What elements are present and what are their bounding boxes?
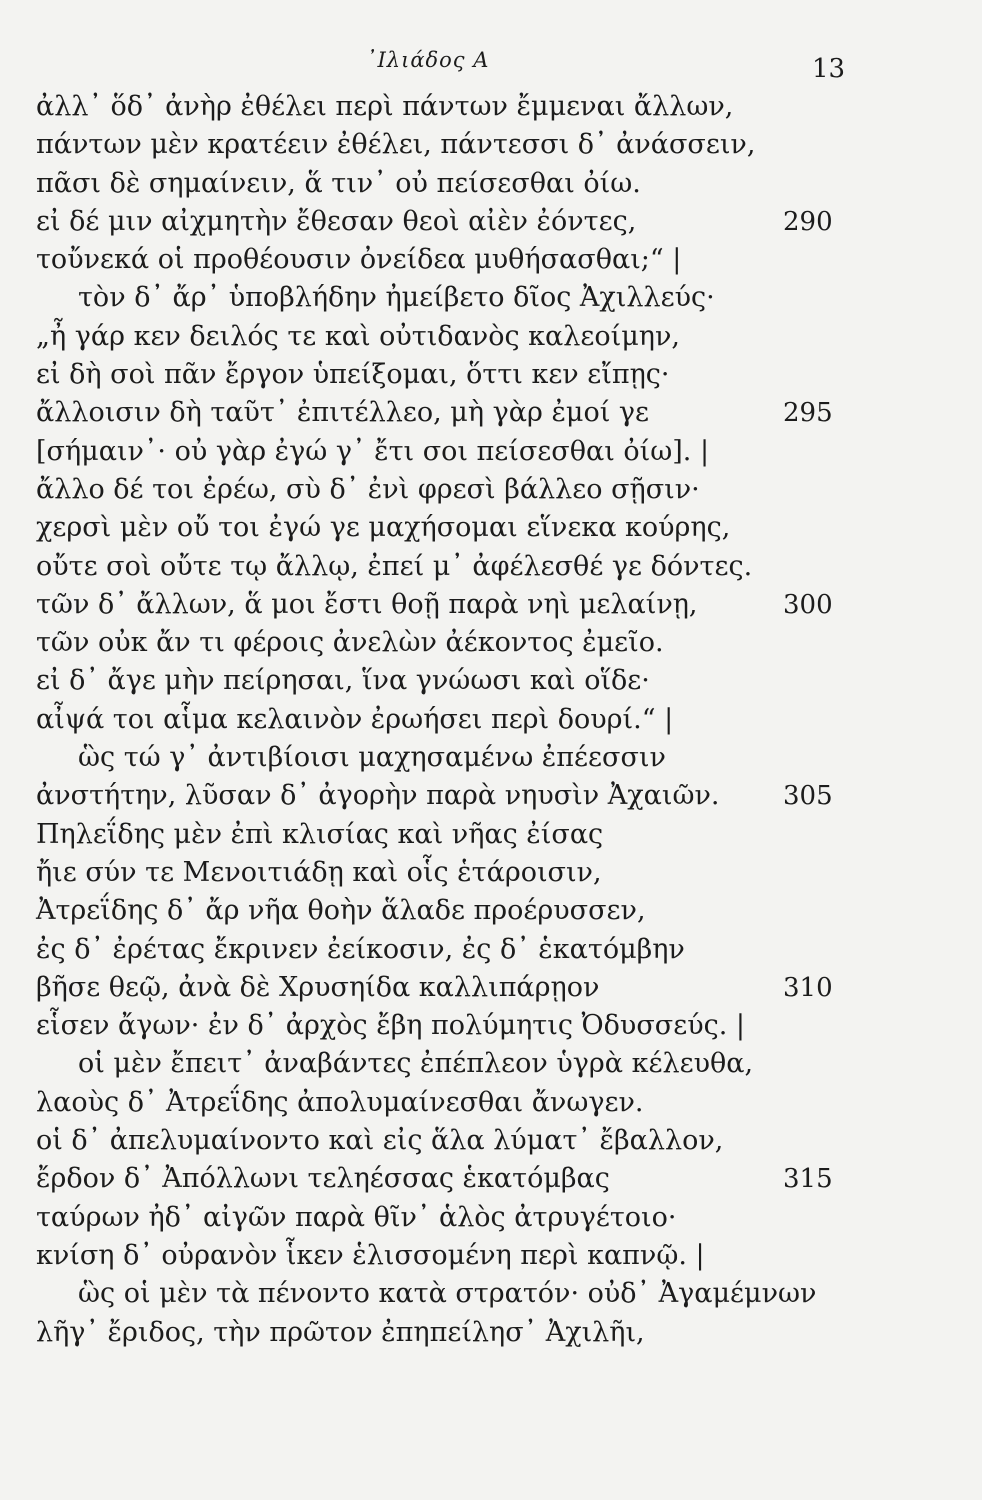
- verse-text: εἰ δὴ σοὶ πᾶν ἔργον ὑπείξομαι, ὅττι κεν εἴπῃς·: [36, 359, 670, 391]
- page-header: [0, 48, 982, 88]
- verse-text: ὣς τώ γ᾽ ἀντιβίοισι μαχησαμένω ἐπέεσσιν: [78, 742, 666, 774]
- verse-line: [0, 1237, 982, 1275]
- running-title: ᾿Ιλιάδος Α: [366, 48, 490, 72]
- verse-line: [0, 394, 982, 432]
- verse-text: ἀνστήτην, λῦσαν δ᾽ ἀγορὴν παρὰ νηυσὶν Ἀχαιῶν.: [36, 780, 720, 812]
- verse-text: τοὔνεκά οἱ προθέουσιν ὀνείδεα μυθήσασθαι;“ |: [36, 244, 682, 276]
- line-number: 315: [783, 1164, 833, 1195]
- verse-line: [0, 548, 982, 586]
- verse-line: [0, 279, 982, 317]
- verse-text: εἰ δ᾽ ἄγε μὴν πείρησαι, ἵνα γνώωσι καὶ οἵδε·: [36, 665, 650, 697]
- verse-line: [0, 662, 982, 700]
- verse-line: [0, 165, 982, 203]
- verse-line: [0, 318, 982, 356]
- verse-line: [0, 241, 982, 279]
- verse-line: [0, 586, 982, 624]
- verse-block: [0, 88, 982, 1352]
- verse-line: [0, 203, 982, 241]
- verse-line: [0, 1007, 982, 1045]
- verse-text: ἄλλο δέ τοι ἐρέω, σὺ δ᾽ ἐνὶ φρεσὶ βάλλεο σῇσιν·: [36, 473, 700, 505]
- verse-text: κνίση δ᾽ οὐρανὸν ἷκεν ἑλισσομένη περὶ καπνῷ. |: [36, 1239, 705, 1271]
- verse-line: [0, 701, 982, 739]
- verse-text: ἐς δ᾽ ἐρέτας ἔκρινεν ἐείκοσιν, ἐς δ᾽ ἑκατόμβην: [36, 933, 685, 965]
- verse-text: οὔτε σοὶ οὔτε τῳ ἄλλῳ, ἐπεί μ᾽ ἀφέλεσθέ γε δόντες.: [36, 550, 753, 582]
- verse-line: [0, 1084, 982, 1122]
- page-number: 13: [812, 54, 846, 84]
- verse-text: „ἦ γάρ κεν δειλός τε καὶ οὐτιδανὸς καλεοίμην,: [36, 320, 680, 352]
- verse-line: [0, 1314, 982, 1352]
- verse-text: εἷσεν ἄγων· ἐν δ᾽ ἀρχὸς ἔβη πολύμητις Ὀδυσσεύς. |: [36, 1010, 745, 1042]
- line-number: 295: [783, 398, 833, 429]
- verse-text: τὸν δ᾽ ἄρ᾽ ὑποβλήδην ἠμείβετο δῖος Ἀχιλλεύς·: [78, 282, 715, 314]
- line-number: 300: [783, 589, 833, 620]
- verse-line: [0, 969, 982, 1007]
- verse-text: τῶν δ᾽ ἄλλων, ἅ μοι ἔστι θοῇ παρὰ νηὶ μελαίνῃ,: [36, 588, 698, 620]
- verse-text: πάντων μὲν κρατέειν ἐθέλει, πάντεσσι δ᾽ ἀνάσσειν,: [36, 129, 756, 161]
- verse-line: [0, 892, 982, 930]
- verse-text: ἀλλ᾽ ὅδ᾽ ἀνὴρ ἐθέλει περὶ πάντων ἔμμεναι ἄλλων,: [36, 91, 734, 122]
- verse-line: [0, 816, 982, 854]
- verse-line: [0, 854, 982, 892]
- verse-line: [0, 931, 982, 969]
- verse-text: ταύρων ἠδ᾽ αἰγῶν παρὰ θῖν᾽ ἁλὸς ἀτρυγέτοιο·: [36, 1201, 677, 1233]
- line-number: 305: [783, 781, 833, 812]
- verse-text: οἱ μὲν ἔπειτ᾽ ἀναβάντες ἐπέπλεον ὑγρὰ κέλευθα,: [78, 1048, 754, 1080]
- verse-line: [0, 1275, 982, 1313]
- verse-text: βῆσε θεῷ, ἀνὰ δὲ Χρυσηίδα καλλιπάρῃον: [36, 971, 600, 1003]
- verse-line: [0, 777, 982, 815]
- verse-text: ὣς οἱ μὲν τὰ πένοντο κατὰ στρατόν· οὐδ᾽ Ἀγαμέμνων: [78, 1278, 817, 1310]
- verse-text: ἔρδον δ᾽ Ἀπόλλωνι τεληέσσας ἑκατόμβας: [36, 1163, 610, 1195]
- verse-text: αἶψά τοι αἷμα κελαινὸν ἐρωήσει περὶ δουρί.“ |: [36, 703, 674, 735]
- verse-text: χερσὶ μὲν οὔ τοι ἐγώ γε μαχήσομαι εἵνεκα κούρης,: [36, 512, 731, 544]
- verse-text: εἰ δέ μιν αἰχμητὴν ἔθεσαν θεοὶ αἰὲν ἐόντες,: [36, 205, 637, 237]
- line-number: 290: [783, 206, 833, 237]
- verse-line: [0, 126, 982, 164]
- verse-text: Πηλεΐδης μὲν ἐπὶ κλισίας καὶ νῆας ἐίσας: [36, 818, 604, 850]
- verse-line: [0, 88, 982, 126]
- verse-line: [0, 739, 982, 777]
- verse-text: Ἀτρεΐδης δ᾽ ἄρ νῆα θοὴν ἅλαδε προέρυσσεν,: [36, 895, 646, 927]
- verse-text: οἱ δ᾽ ἀπελυμαίνοντο καὶ εἰς ἅλα λύματ᾽ ἔβαλλον,: [36, 1125, 724, 1157]
- verse-line: [0, 1122, 982, 1160]
- verse-line: [0, 624, 982, 662]
- verse-line: [0, 1199, 982, 1237]
- line-number: 310: [783, 972, 833, 1003]
- verse-line: [0, 471, 982, 509]
- verse-line: [0, 1045, 982, 1083]
- verse-line: [0, 1160, 982, 1198]
- verse-text: πᾶσι δὲ σημαίνειν, ἅ τιν᾽ οὐ πείσεσθαι ὀίω.: [36, 167, 641, 199]
- verse-text: τῶν οὐκ ἄν τι φέροις ἀνελὼν ἀέκοντος ἐμεῖο.: [36, 627, 664, 659]
- verse-text: ἄλλοισιν δὴ ταῦτ᾽ ἐπιτέλλεο, μὴ γὰρ ἐμοί γε: [36, 397, 650, 429]
- verse-text: ἤιε σύν τε Μενοιτιάδῃ καὶ οἷς ἑτάροισιν,: [36, 856, 602, 888]
- verse-text: λαοὺς δ᾽ Ἀτρεΐδης ἀπολυμαίνεσθαι ἄνωγεν.: [36, 1086, 644, 1118]
- verse-line: [0, 433, 982, 471]
- verse-text: λῆγ᾽ ἔριδος, τὴν πρῶτον ἐπηπείλησ᾽ Ἀχιλῆι,: [36, 1316, 645, 1348]
- verse-line: [0, 509, 982, 547]
- verse-line: [0, 356, 982, 394]
- verse-text: [σήμαιν᾽· οὐ γὰρ ἐγώ γ᾽ ἔτι σοι πείσεσθαι ὀίω]. |: [36, 435, 710, 467]
